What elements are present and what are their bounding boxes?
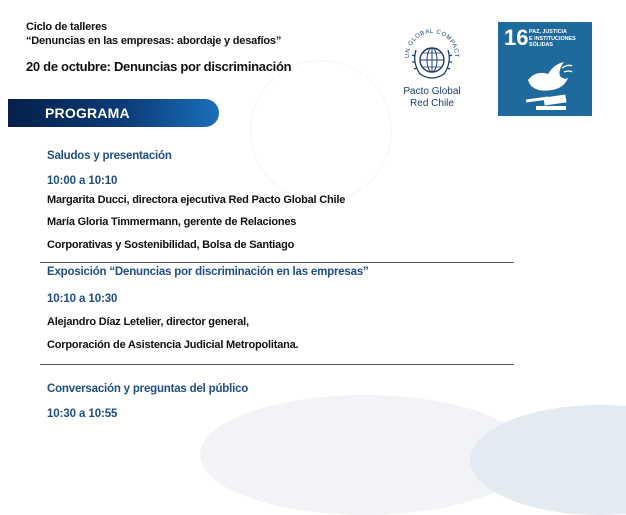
event-header (26, 20, 291, 76)
section-time: 10:30 a 10:55 (47, 408, 118, 420)
global-compact-subtitle: Red Chile (410, 98, 454, 109)
dove-gavel-icon (518, 58, 574, 112)
sdg-title-line: SÓLIDAS (529, 42, 553, 48)
event-series: Ciclo de talleres (26, 21, 107, 33)
section-time: 10:00 a 10:10 (47, 175, 118, 187)
event-date-title: 20 de octubre: Denuncias por discriminación (26, 59, 292, 74)
speaker-line: Margarita Ducci, directora ejecutiva Red Pacto Global Chile (47, 194, 346, 206)
sdg-number: 16 (504, 25, 529, 50)
programa-banner: PROGRAMA (8, 99, 219, 127)
speaker-line: Corporación de Asistencia Judicial Metropolitana. (47, 339, 299, 351)
section-time: 10:10 a 10:30 (47, 293, 118, 305)
event-series-title: “Denuncias en las empresas: abordaje y desafíos” (26, 35, 282, 47)
section-title: Exposición “Denuncias por discriminación en las empresas” (47, 266, 369, 278)
sdg-16-badge (498, 22, 592, 116)
sdg-title-line: PAZ, JUSTICIA (529, 29, 567, 35)
sdg-title-line: E INSTITUCIONES (529, 35, 576, 42)
global-compact-name: Pacto Global (403, 86, 461, 97)
speaker-line: Alejandro Díaz Letelier, director general, (47, 316, 249, 328)
speaker-line: Corporativas y Sostenibilidad, Bolsa de Santiago (47, 239, 295, 251)
speaker-line: María Gloria Timmermann, gerente de Relaciones (47, 216, 297, 228)
global-compact-logo (394, 20, 470, 110)
sdg-title (529, 29, 589, 49)
background-circle (250, 60, 392, 202)
global-compact-arc-text: UN GLOBAL COMPACT (404, 28, 460, 59)
section-divider (40, 262, 514, 263)
section-title: Conversación y preguntas del público (47, 383, 249, 395)
section-title: Saludos y presentación (47, 150, 172, 162)
globe-laurel-icon (400, 20, 464, 84)
section-divider (40, 364, 514, 365)
